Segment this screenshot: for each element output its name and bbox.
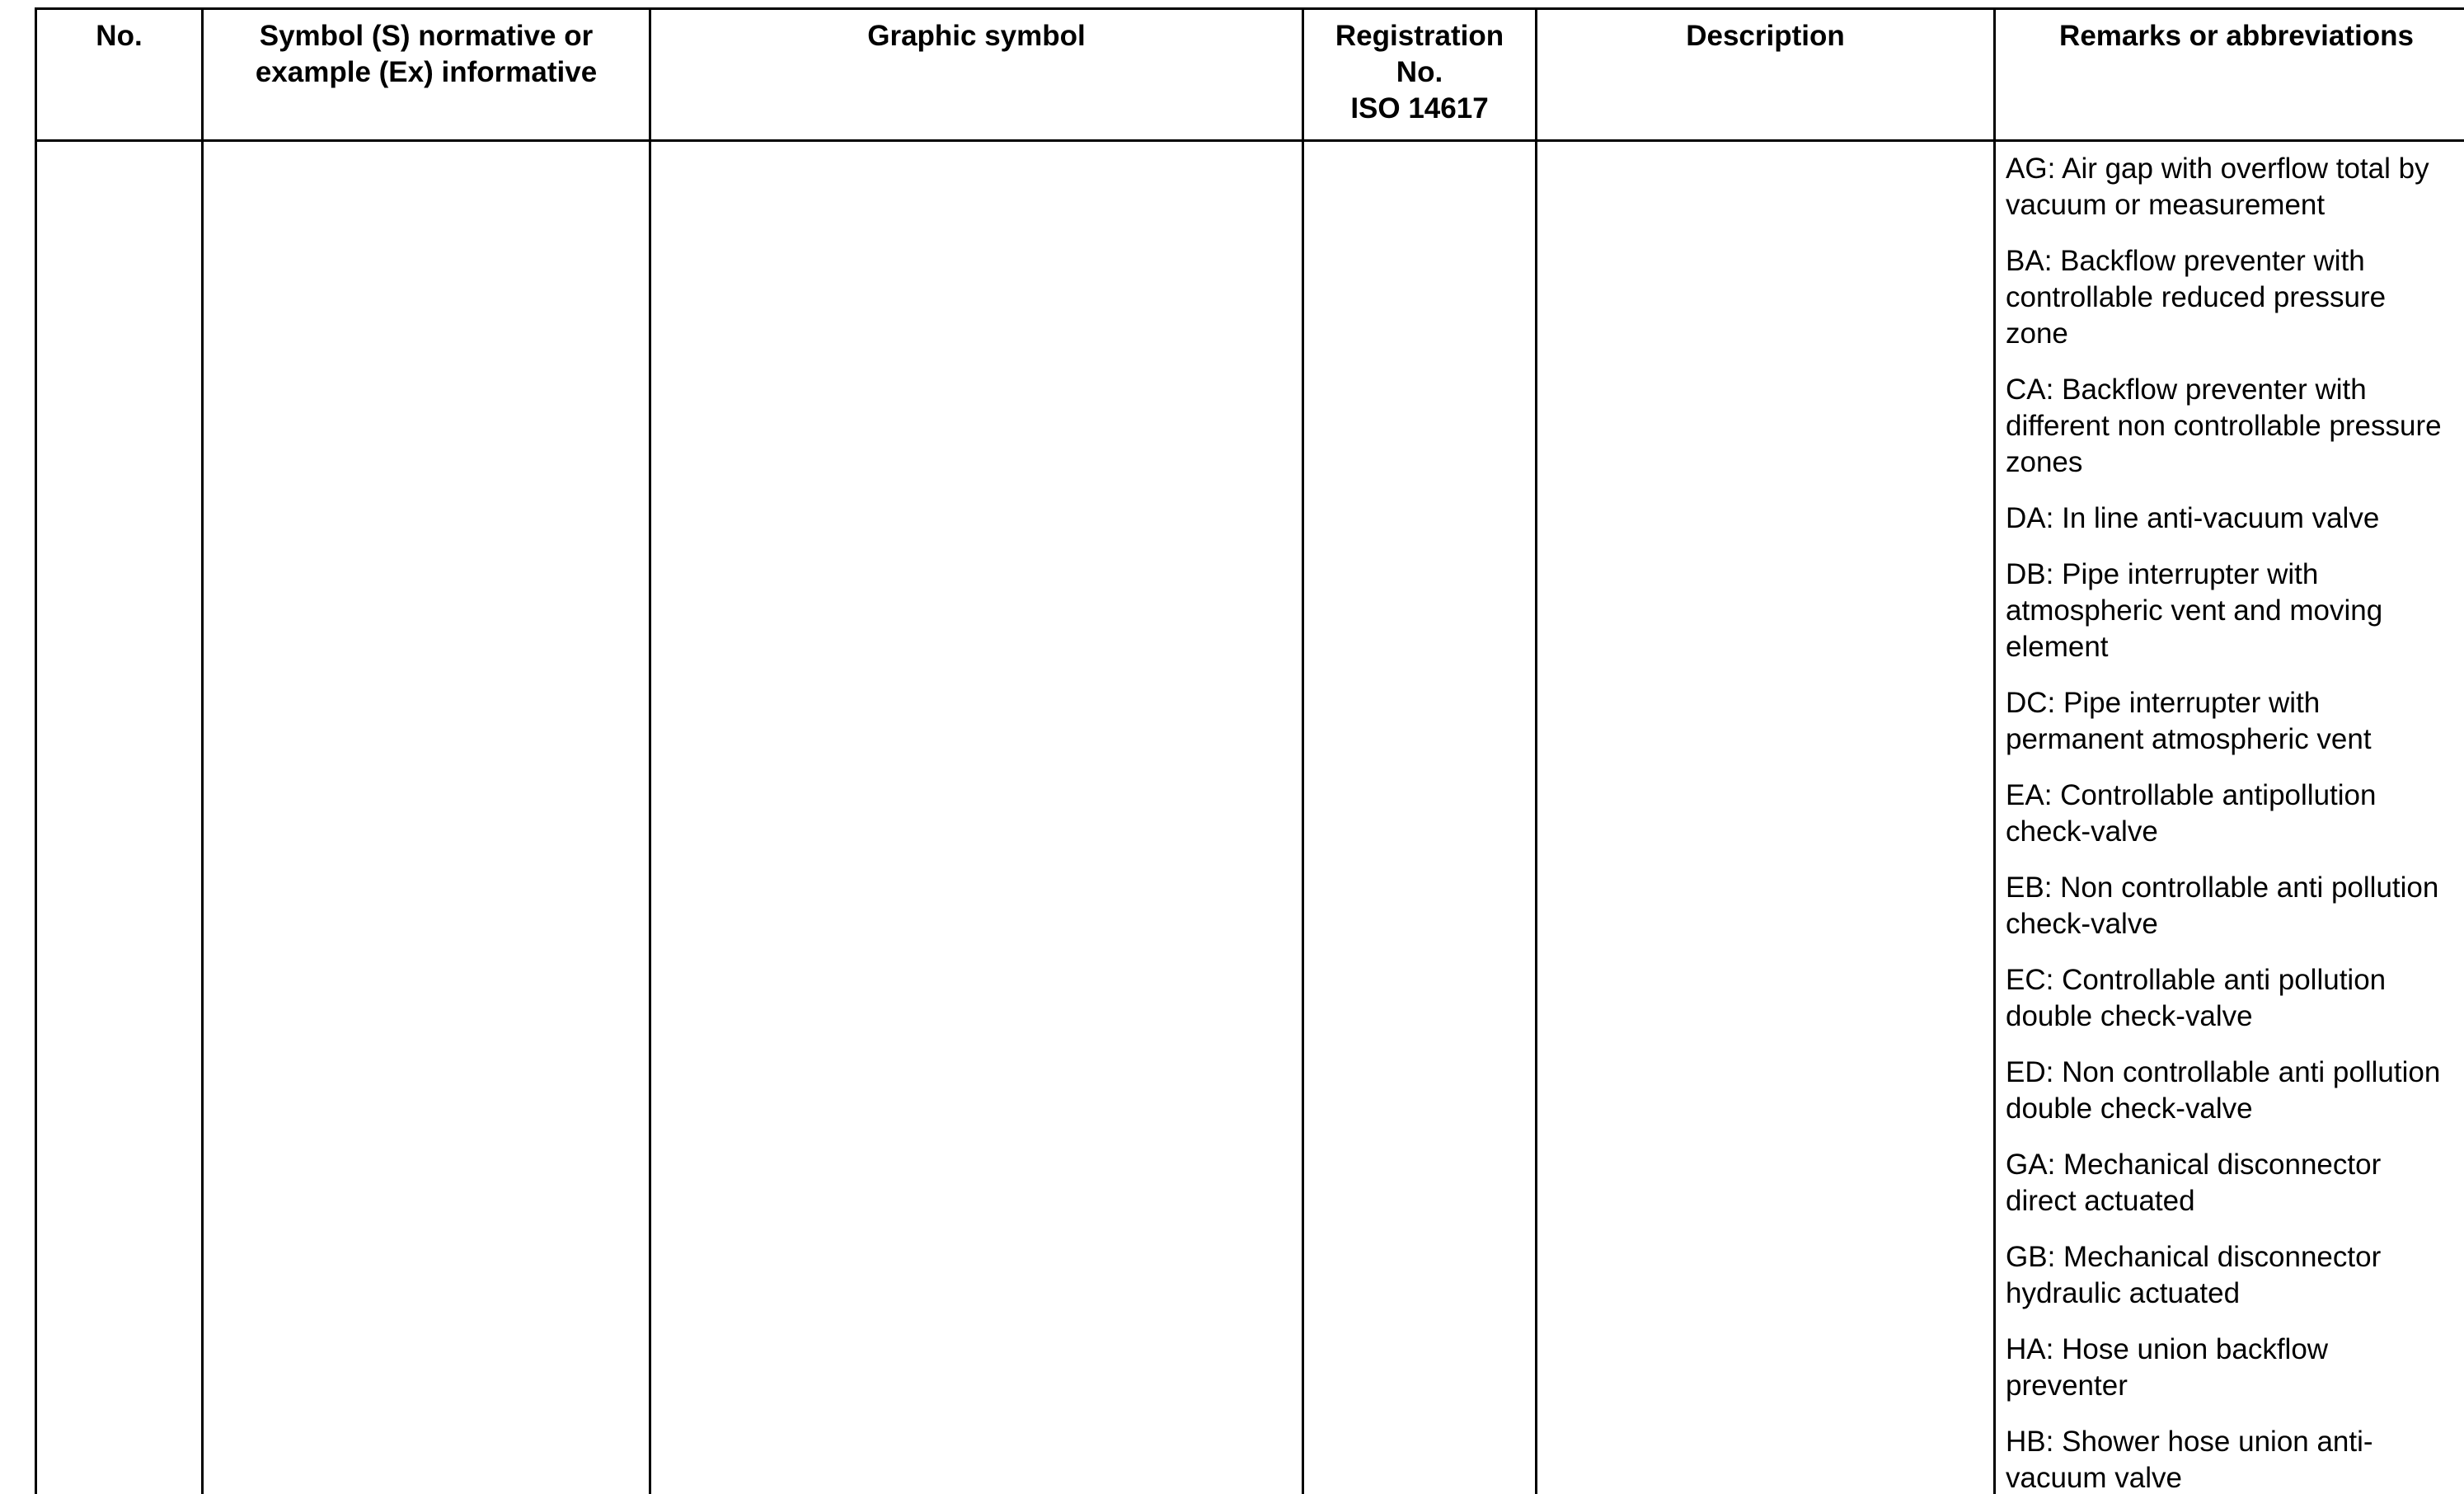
- remark-text: Backflow preventer with different non controllable pressure zones: [2006, 374, 2442, 478]
- header-registration: [1304, 18, 1535, 127]
- remark-text: Pipe interrupter with atmospheric vent and moving element: [2006, 558, 2383, 663]
- remark-code: EA:: [2006, 779, 2053, 811]
- remark-item: [2006, 557, 2451, 665]
- remark-code: DC:: [2006, 687, 2056, 719]
- table-border-top: [35, 7, 2464, 10]
- remark-item: [2006, 1332, 2451, 1404]
- header-symbol: [204, 18, 649, 91]
- remark-text: Pipe interrupter with permanent atmospheric vent: [2006, 687, 2372, 755]
- header-symbol-line2: example (Ex) informative: [255, 56, 598, 88]
- header-registration-line2: No.: [1396, 56, 1443, 88]
- remarks-list: [2006, 151, 2464, 1494]
- remark-item: [2006, 962, 2451, 1035]
- remark-text: Controllable antipollution check-valve: [2006, 779, 2377, 848]
- remark-code: EB:: [2006, 872, 2053, 904]
- header-remarks: [1996, 18, 2464, 54]
- remark-text: In line anti-vacuum valve: [2062, 502, 2380, 534]
- header-no-label: No.: [96, 20, 143, 52]
- remark-code: AG:: [2006, 153, 2056, 185]
- remark-code: CA:: [2006, 374, 2054, 406]
- remark-text: Non controllable anti pollution double check-valve: [2006, 1056, 2441, 1125]
- remark-item: [2006, 685, 2451, 758]
- remark-code: HB:: [2006, 1426, 2054, 1458]
- remark-item: [2006, 243, 2451, 352]
- remark-code: BA:: [2006, 245, 2053, 277]
- header-registration-line1: Registration: [1335, 20, 1504, 52]
- remark-text: Mechanical disconnector hydraulic actuated: [2006, 1241, 2382, 1309]
- remark-code: ED:: [2006, 1056, 2054, 1088]
- remark-code: DA:: [2006, 502, 2054, 534]
- remark-text: Mechanical disconnector direct actuated: [2006, 1149, 2382, 1217]
- remark-text: Hose union backflow preventer: [2006, 1333, 2329, 1402]
- remark-item: [2006, 372, 2451, 481]
- header-description-label: Description: [1686, 20, 1845, 52]
- remark-item: [2006, 1424, 2451, 1494]
- remark-item: [2006, 151, 2464, 223]
- remark-text: Backflow preventer with controllable reduced pressure zone: [2006, 245, 2387, 350]
- remark-code: HA:: [2006, 1333, 2054, 1365]
- remark-text: Controllable anti pollution double check-valve: [2006, 964, 2387, 1032]
- header-registration-line3: ISO 14617: [1350, 92, 1489, 124]
- header-symbol-line1: Symbol (S) normative or: [259, 20, 594, 52]
- cell-registration: [1304, 142, 1535, 1494]
- cell-symbol: [204, 142, 649, 1494]
- remark-item: [2006, 870, 2451, 942]
- remark-item: [2006, 778, 2451, 850]
- remark-item: [2006, 500, 2451, 537]
- header-graphic-symbol-label: Graphic symbol: [867, 20, 1086, 52]
- remark-item: [2006, 1239, 2451, 1312]
- header-no: [37, 18, 201, 54]
- remark-code: EC:: [2006, 964, 2054, 996]
- remark-text: Air gap with overflow total by vacuum or measurement: [2006, 153, 2429, 221]
- header-graphic-symbol: [651, 18, 1302, 54]
- header-remarks-label: Remarks or abbreviations: [2059, 20, 2414, 52]
- remark-code: GB:: [2006, 1241, 2056, 1273]
- remark-code: DB:: [2006, 558, 2054, 590]
- header-description: [1537, 18, 1993, 54]
- remark-text: Non controllable anti pollution check-valve: [2006, 872, 2439, 940]
- remark-text: Shower hose union anti-vacuum valve: [2006, 1426, 2373, 1494]
- remark-item: [2006, 1055, 2451, 1127]
- remark-code: GA:: [2006, 1149, 2056, 1181]
- cell-graphic-symbol: [651, 142, 1302, 1494]
- column-divider-description: [1993, 7, 1996, 1494]
- cell-description: [1537, 142, 1993, 1494]
- remark-item: [2006, 1147, 2451, 1219]
- cell-no: [37, 142, 201, 1494]
